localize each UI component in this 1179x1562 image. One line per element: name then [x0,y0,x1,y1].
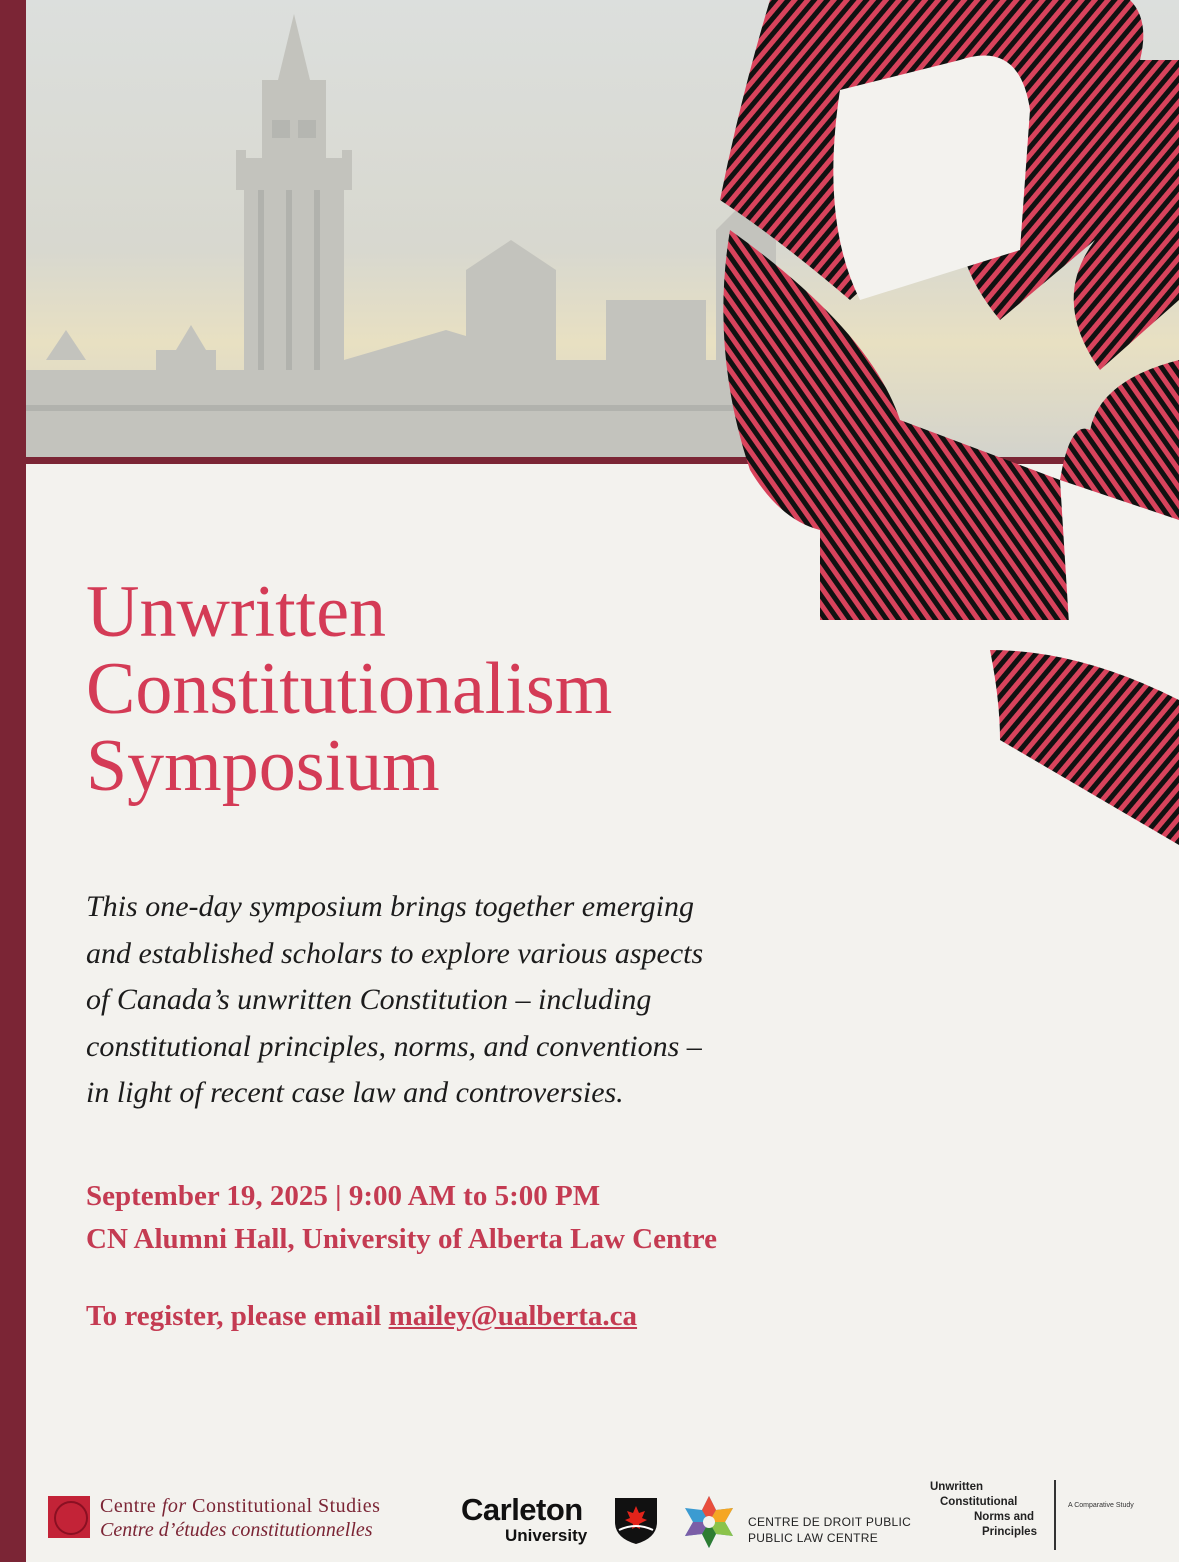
description-line: and established scholars to explore various aspects [86,936,704,970]
description-line: of Canada’s unwritten Constitution – including [86,983,652,1016]
ccs-word: Constitutional Studies [192,1495,381,1517]
ucnp-line: Norms and [974,1511,1035,1523]
public-law-centre-name [748,1514,911,1546]
ccs-english-name [100,1494,380,1518]
ccs-word: for [161,1495,187,1517]
carleton-subtitle: University [505,1526,588,1545]
plc-french: CENTRE DE DROIT PUBLIC [748,1515,912,1529]
plc-english: PUBLIC LAW CENTRE [748,1531,879,1545]
ucnp-line: Constitutional [940,1496,1018,1508]
date-time-separator: | [335,1180,342,1212]
event-location: CN Alumni Hall, University of Alberta Law Centre [86,1223,717,1255]
title-line: Constitutionalism [86,648,613,730]
event-title [86,571,766,807]
register-email-link[interactable]: mailey@ualberta.ca [388,1300,638,1332]
register-prefix: To register, please email [86,1300,382,1332]
description-line: This one-day symposium brings together emerging [86,890,694,923]
event-date: September 19, 2025 [86,1180,328,1212]
ucnp-divider [1054,1480,1056,1550]
event-time: 9:00 AM to 5:00 PM [348,1180,601,1212]
public-law-centre-star-icon [681,1494,737,1550]
ccs-emblem-icon [48,1496,90,1538]
date-time-line [86,1175,986,1218]
unwritten-norms-project-logo[interactable] [920,1480,1160,1552]
carleton-wordmark: Carleton [461,1492,583,1527]
ccs-french-name: Centre d’études constitutionnelles [100,1519,373,1541]
event-description [86,884,766,1117]
left-accent-bar [0,0,26,1562]
ucnp-tagline: A Comparative Study [1068,1502,1134,1509]
carleton-shield-icon [613,1496,659,1546]
striped-ribbon-graphic [700,0,1179,845]
ccs-wordmark [100,1494,380,1542]
title-line: Symposium [86,725,440,807]
carleton-university-logo[interactable] [461,1492,666,1552]
event-details [86,1175,986,1261]
registration-line [86,1300,637,1333]
title-line: Unwritten [86,571,387,653]
ucnp-line: Unwritten [930,1481,984,1493]
ucnp-line: Principles [982,1526,1037,1538]
description-line: constitutional principles, norms, and conventions – [86,1029,702,1063]
ccs-word: Centre [100,1495,157,1517]
ucnp-wordmark [930,1480,1037,1540]
description-line: in light of recent case law and controversies. [86,1076,624,1109]
